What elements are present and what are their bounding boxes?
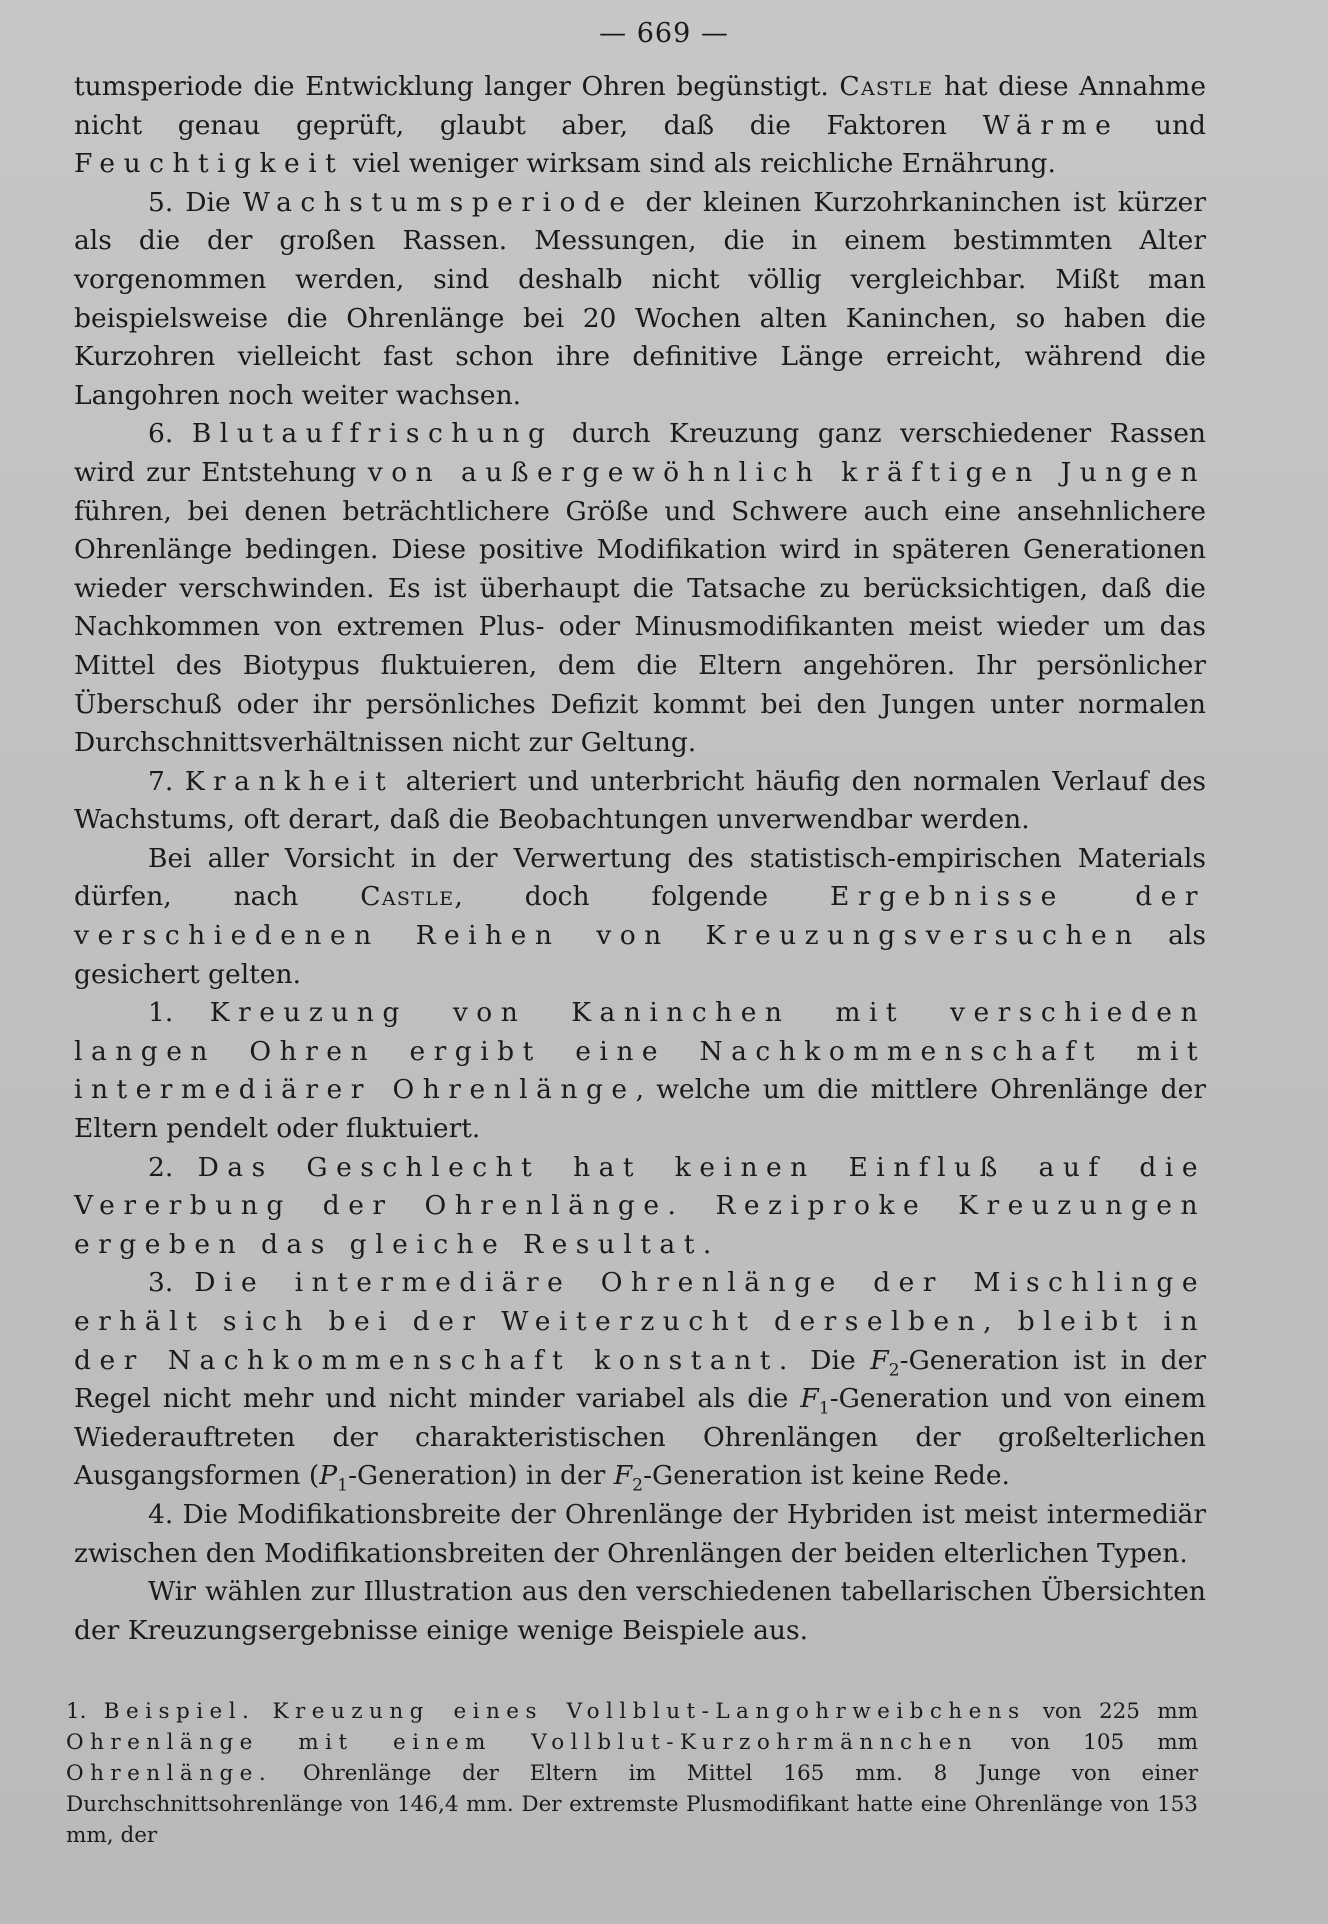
text-run: Krankheit (184, 765, 395, 797)
text-run: Castle (360, 881, 455, 913)
text-run: Ergebnisse der verschiedenen Reihen von Kreuzungsversuchen (74, 881, 1206, 952)
text-run: Feuchtigkeit (74, 148, 345, 180)
text-run: 1 (818, 1398, 830, 1419)
text-run: , doch folgende (454, 881, 830, 913)
text-run: und (1119, 109, 1207, 141)
paragraph (74, 1573, 1206, 1650)
paragraph (74, 763, 1206, 840)
text-run: Kreuzung von Kaninchen mit verschieden langen Ohren ergibt eine Nachkommenschaft mit intermediärer Ohrenlänge (74, 997, 1206, 1106)
text-run: 4. Die Modifikationsbreite der Ohrenlänge der Hybriden ist meist intermediär zwischen den Modifikationsbreiten der Ohrenlängen der beiden elterlichen Typen. (74, 1498, 1206, 1569)
text-run: Blutauffrischung (191, 418, 554, 450)
text-run: Beispiel. (103, 1699, 256, 1724)
paragraph (74, 840, 1206, 994)
text-run: als gesichert gelten. (74, 920, 1206, 990)
text-run: Wachstumsperiode (242, 186, 634, 218)
text-run: Die (795, 1344, 871, 1376)
paragraph (74, 184, 1206, 416)
text-run: von 225 mm (1025, 1699, 1198, 1724)
text-run: Bei aller Vorsicht in der Verwertung des statistisch-empirischen Materials dürfen, nach (74, 842, 1206, 913)
text-run: Wärme (982, 109, 1120, 141)
text-run: 7. (148, 765, 185, 797)
paragraph (74, 1264, 1206, 1496)
text-run: viel weniger wirksam sind als reichliche Ernährung. (344, 148, 1056, 180)
text-run (255, 1699, 272, 1724)
text-run: Ohrenlänge der Eltern im Mittel 165 mm. 8 Junge von einer Durchschnittsohrenlänge von 146,4 mm. Der extremste Plusmodifikant hatte eine Ohrenlänge von 153 mm, der (66, 1761, 1198, 1848)
text-run: führen, bei denen beträchtlichere Größe und Schwere auch eine ansehnlichere Ohrenlänge bedingen. Diese positive Modifikation wird in späteren Generationen wieder verschwinden. Es ist überhaupt die Tatsache zu berücksichtigen, daß die Nachkommen von extremen Plus- oder Minusmodifikanten meist wieder um das Mittel des Biotypus fluktuieren, dem die Eltern angehören. Ihr persönlicher Überschuß oder ihr persönliches Defizit kommt bei den Jungen unter normalen Durchschnittsverhältnissen nicht zur Geltung. (74, 495, 1206, 759)
text-run: 2 (632, 1475, 644, 1496)
text-run: F (613, 1460, 633, 1492)
text-run: 2 (888, 1359, 900, 1380)
text-run: -Generation) in der (348, 1460, 614, 1492)
page-number: — 669 — (599, 18, 729, 49)
text-run: Kreuzung eines Vollblut-Langohrweibchens (272, 1699, 1026, 1724)
text-run: Das Geschlecht hat keinen Einfluß auf die Vererbung der Ohrenlänge. Reziproke Kreuzungen ergeben das gleiche Resultat. (74, 1151, 1206, 1260)
text-run: durch Kreuzung ganz verschiedener Rassen wird zur Entstehung (74, 418, 1206, 488)
text-run: , welche um die mittlere Ohrenlänge der Eltern pendelt oder fluktuiert. (74, 1074, 1206, 1145)
text-run: -Generation und von einem Wiederauftreten der charakteristischen Ohrenlängen der großelterlichen Ausgangsformen ( (74, 1383, 1206, 1492)
text-run: Castle (839, 71, 934, 102)
paragraph (74, 1496, 1206, 1573)
text-run: -Generation ist in der Regel nicht mehr und nicht minder variabel als die (74, 1344, 1206, 1415)
text-run: der kleinen Kurzohrkaninchen ist kürzer als die der großen Rassen. Messungen, die in einem bestimmten Alter vorgenommen werden, sind deshalb nicht völlig vergleichbar. Mißt man beispielsweise die Ohrenlänge bei 20 Wochen alten Kaninchen, so haben die Kurzohren vielleicht fast schon ihre definitive Länge erreicht, während die Langohren noch weiter wachsen. (74, 186, 1206, 411)
paragraph (74, 68, 1206, 184)
text-run: alteriert und unterbricht häufig den normalen Verlauf des Wachstums, oft derart, daß die Beobachtungen unverwendbar werden. (74, 765, 1206, 836)
paragraph (74, 415, 1206, 762)
text-run: 1. (148, 997, 210, 1029)
text-run: 2. (148, 1151, 198, 1183)
main-text (74, 68, 1206, 1650)
text-run: hat diese Annahme nicht genau geprüft, glaubt aber, daß die Faktoren (74, 71, 1206, 141)
text-run: -Generation ist keine Rede. (643, 1460, 1010, 1492)
text-run: F (800, 1383, 819, 1415)
text-run: 5. Die (148, 186, 243, 218)
text-run: Ohrenlänge mit einem Vollblut-Kurzohrmännchen (66, 1730, 979, 1755)
text-run: Wir wählen zur Illustration aus den verschiedenen tabellarischen Übersichten der Kreuzungsergebnisse einige wenige Beispiele aus. (74, 1576, 1206, 1646)
footnote-example (66, 1696, 1198, 1851)
paragraph (74, 1149, 1206, 1265)
text-run: tumsperiode die Entwicklung langer Ohren begünstigt. (74, 71, 840, 102)
text-run: Die intermediäre Ohrenlänge der Mischlinge erhält sich bei der Weiterzucht derselben, bleibt in der Nachkommenschaft konstant. (74, 1267, 1206, 1376)
text-run: 6. (148, 418, 192, 450)
text-run: P (319, 1460, 338, 1492)
text-run: Ohrenlänge. (66, 1761, 273, 1786)
text-run: von 105 mm (978, 1730, 1198, 1755)
text-run: von außergewöhnlich kräftigen Jungen (367, 456, 1206, 488)
text-run: 1. (66, 1699, 104, 1724)
text-run: F (870, 1344, 889, 1376)
paragraph (74, 994, 1206, 1148)
text-run: 1 (337, 1475, 349, 1496)
text-run: 3. (148, 1267, 195, 1299)
